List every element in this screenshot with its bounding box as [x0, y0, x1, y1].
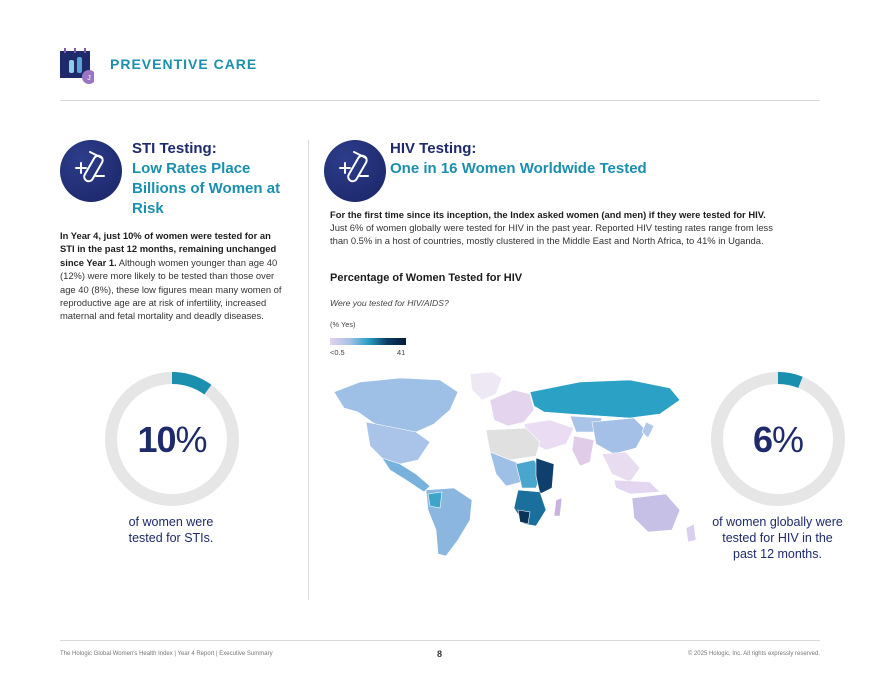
legend-max-label: 41 — [397, 348, 406, 357]
column-divider — [308, 140, 309, 600]
map-region-madagascar — [554, 498, 562, 516]
test-tube-plus-minus-icon — [60, 140, 122, 202]
section-title: PREVENTIVE CARE — [110, 56, 258, 72]
header-divider — [60, 100, 820, 101]
page-badge-letter: J — [87, 75, 91, 82]
map-region-southeast-asia — [602, 452, 640, 482]
map-question: Were you tested for HIV/AIDS? — [330, 298, 449, 308]
sti-stat-unit: % — [175, 419, 207, 460]
sti-stat-caption: of women were tested for STIs. — [128, 515, 214, 545]
map-region-central-america — [382, 458, 430, 492]
footer-report-info: The Hologic Global Women's Health Index | Year 4 Report | Executive Summary — [60, 651, 273, 657]
sti-body-bold: In Year 4, just 10% of women were tested for an STI in the past 12 months, remaining unchanged since Year 1. — [60, 230, 277, 268]
map-region-southern-africa — [514, 490, 546, 526]
map-region-uganda-east-africa — [536, 458, 554, 494]
map-region-japan — [642, 422, 654, 438]
map-unit-label: (% Yes) — [330, 320, 356, 329]
hiv-heading-line1: HIV Testing: — [390, 140, 477, 157]
world-choropleth-map — [330, 370, 700, 560]
sti-heading — [132, 139, 302, 219]
sti-heading-line2: Low Rates Place Billions of Women at Risk — [132, 160, 281, 217]
page-number: 8 — [437, 649, 443, 659]
sti-heading-line1: STI Testing: — [132, 140, 217, 157]
test-tubes-icon — [60, 48, 92, 80]
sti-body-text — [60, 229, 288, 323]
map-region-colombia — [428, 492, 442, 508]
hiv-body-bold: For the first time since its inception, the Index asked women (and men) if they were tested for HIV. — [330, 209, 766, 220]
hiv-stat-value — [708, 419, 848, 461]
map-region-greenland — [470, 372, 502, 400]
sti-body-regular: Although women younger than age 40 (12%) were more likely to be tested than those over age 40 (8%), these low figures mean many women of reproductive age are at risk of infertility, increased maternal and fetal mortality and deadly diseases. — [60, 256, 282, 322]
hiv-body-regular: Just 6% of women globally were tested for HIV in the past year. Reported HIV testing rates range from less than 0.5% in a host of countries, mostly clustered in the Middle East and North Africa, to 41% in Uganda. — [330, 222, 773, 247]
map-region-new-zealand — [686, 524, 696, 542]
footer-copyright: © 2025 Hologic, Inc. All rights expressly reserved. — [687, 651, 820, 657]
map-region-canada — [334, 378, 458, 436]
hiv-body-text — [330, 208, 780, 248]
map-region-russia — [530, 380, 680, 418]
sti-stat-number: 10 — [137, 419, 176, 460]
hiv-stat-caption: of women globally were tested for HIV in the past 12 months. — [712, 515, 843, 561]
section-header — [60, 46, 257, 82]
sti-stat-value — [102, 419, 242, 461]
hiv-stat-number: 6 — [752, 419, 772, 460]
map-region-india — [572, 436, 594, 466]
map-region-indonesia — [614, 480, 660, 494]
footer-divider — [60, 640, 820, 641]
map-region-south-africa — [518, 510, 530, 524]
map-region-australia — [632, 494, 680, 532]
test-tube-plus-minus-icon — [324, 140, 386, 202]
legend-min-label: <0.5 — [330, 348, 345, 357]
map-color-legend — [330, 338, 406, 345]
hiv-stat-unit: % — [772, 419, 804, 460]
map-region-europe — [490, 390, 534, 426]
hiv-heading — [390, 139, 810, 179]
map-region-china — [592, 418, 646, 454]
hiv-heading-line2: One in 16 Women Worldwide Tested — [390, 160, 647, 177]
map-title: Percentage of Women Tested for HIV — [330, 272, 523, 284]
